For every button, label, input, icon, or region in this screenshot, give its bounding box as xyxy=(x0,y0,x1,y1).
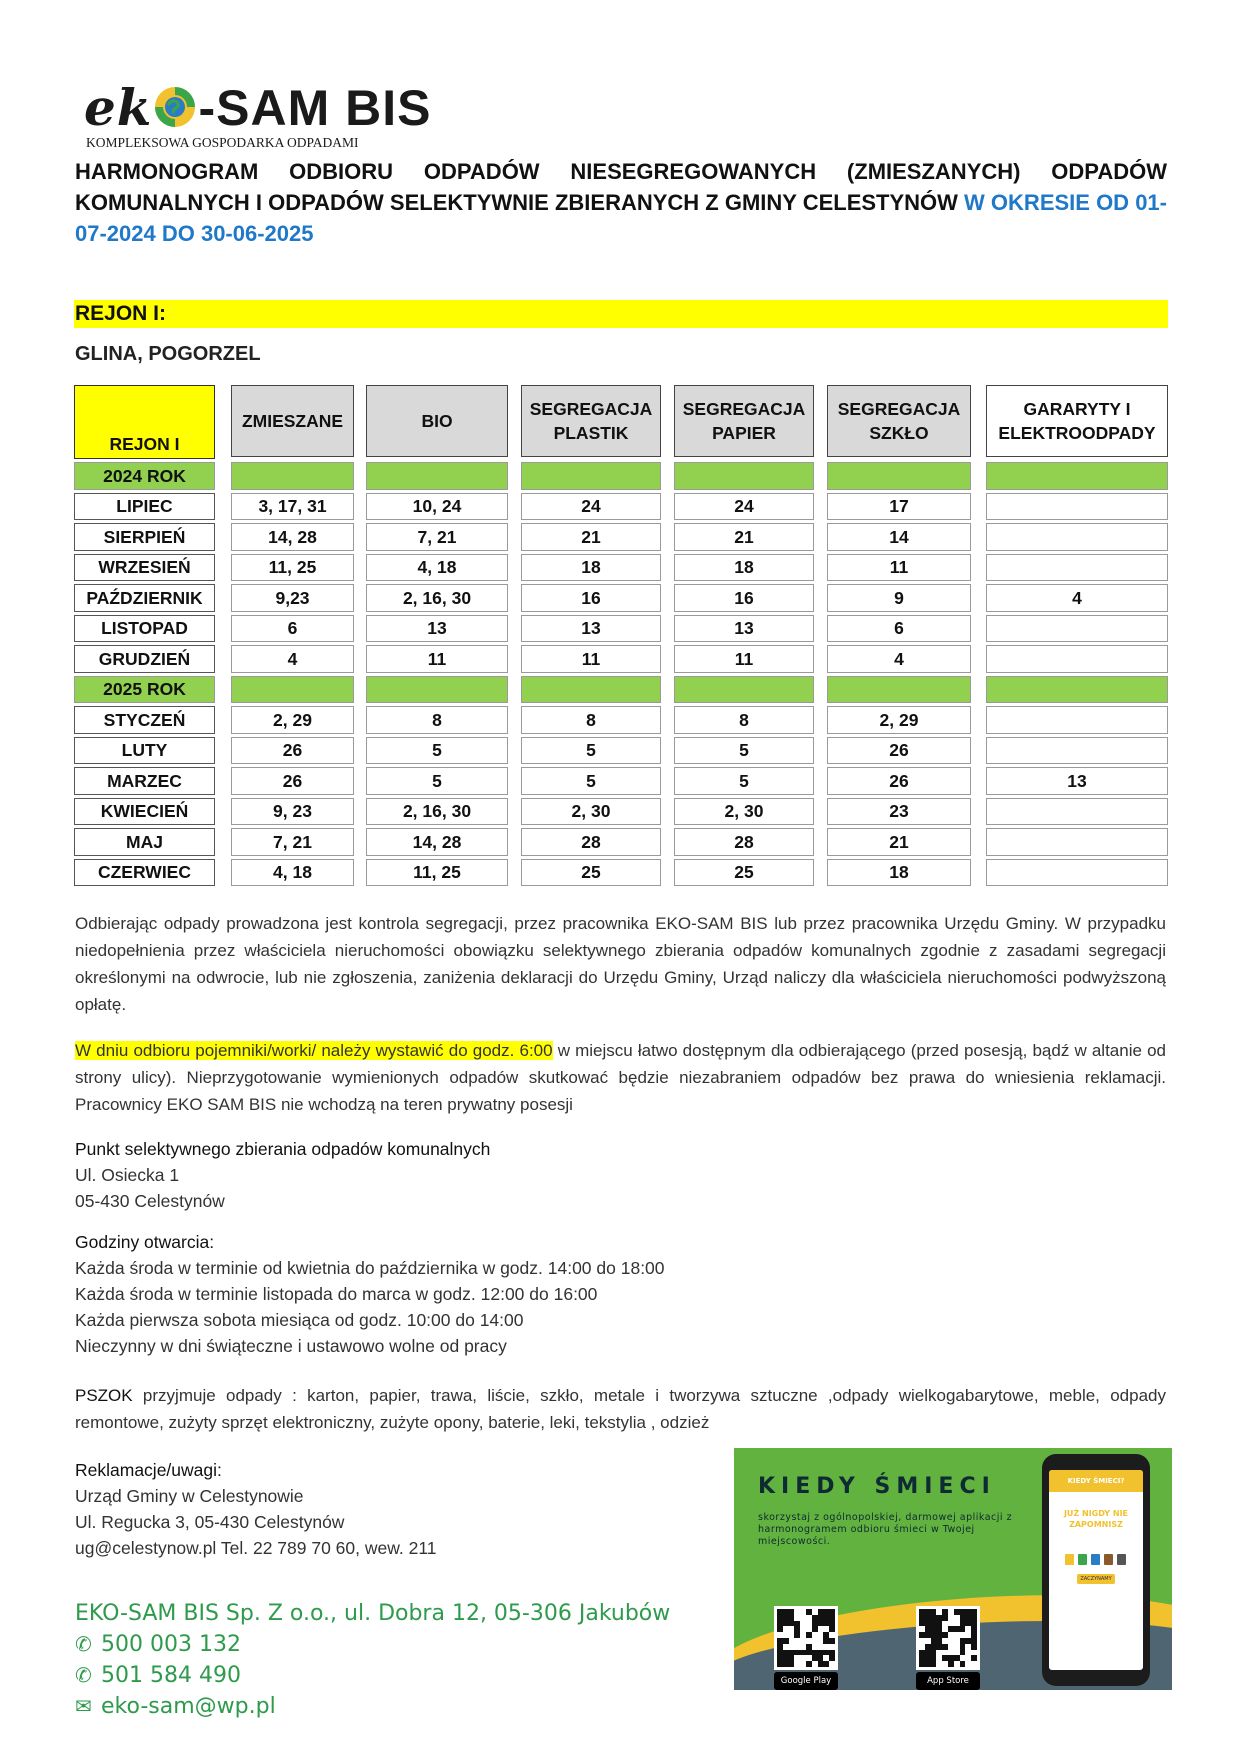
month-label: PAŹDZIERNIK xyxy=(74,584,215,612)
pszok-accepted-waste xyxy=(75,1382,1166,1436)
villages-label: GLINA, POGORZEL xyxy=(75,343,261,365)
year-row-fill xyxy=(986,462,1168,490)
recycle-globe-icon xyxy=(153,85,197,129)
complaints-line: ug@celestynow.pl Tel. 22 789 70 60, wew. 211 xyxy=(75,1538,437,1558)
google-play-badge[interactable] xyxy=(774,1672,838,1690)
schedule-date-cell: 8 xyxy=(366,706,508,734)
segregation-control-notice: Odbierając odpady prowadzona jest kontrola segregacji, przez pracownika EKO-SAM BIS lub przez pracownika Urzędu Gminy. W przypadku niedopełnienia przez właściciela nieruchomości obowiązku selektywnego zbierania odpadów komunalnych zgodnie z zasadami segregacji określonymi na odwrocie, lub nie zgłoszenia, zaniżenia deklaracji do Urzędu Gminy, Urząd naliczy dla właściciela nieruchomości podwyższoną opłatę. xyxy=(75,914,1166,1014)
schedule-date-cell: 7, 21 xyxy=(231,828,354,856)
qr-module xyxy=(806,1661,812,1667)
schedule-date-cell: 11, 25 xyxy=(366,859,508,887)
schedule-date-cell: 13 xyxy=(674,615,814,643)
month-label: LISTOPAD xyxy=(74,615,215,643)
qr-module xyxy=(942,1615,948,1621)
qr-module xyxy=(823,1661,829,1667)
schedule-date-cell xyxy=(986,645,1168,673)
schedule-date-cell xyxy=(986,615,1168,643)
month-label: WRZESIEŃ xyxy=(74,554,215,582)
schedule-date-cell: 7, 21 xyxy=(366,523,508,551)
schedule-date-cell: 11 xyxy=(827,554,971,582)
schedule-date-cell: 2, 30 xyxy=(521,798,661,826)
schedule-date-cell: 18 xyxy=(827,859,971,887)
month-label: GRUDZIEŃ xyxy=(74,645,215,673)
qr-module xyxy=(829,1655,835,1661)
schedule-table xyxy=(74,385,1168,891)
schedule-date-cell: 16 xyxy=(521,584,661,612)
schedule-date-cell: 14, 28 xyxy=(366,828,508,856)
schedule-date-cell: 11 xyxy=(366,645,508,673)
schedule-date-cell: 11 xyxy=(674,645,814,673)
bin-icon xyxy=(1104,1554,1113,1565)
qr-module xyxy=(829,1626,835,1632)
schedule-date-cell: 13 xyxy=(366,615,508,643)
schedule-date-cell: 13 xyxy=(521,615,661,643)
month-label: CZERWIEC xyxy=(74,859,215,887)
schedule-date-cell: 26 xyxy=(827,737,971,765)
bin-icon xyxy=(1091,1554,1100,1565)
pszok-street: Ul. Osiecka 1 xyxy=(75,1165,180,1185)
qr-module xyxy=(931,1661,937,1667)
schedule-date-cell: 8 xyxy=(521,706,661,734)
schedule-date-cell: 4 xyxy=(827,645,971,673)
year-row-fill xyxy=(521,462,661,490)
year-row-fill xyxy=(986,676,1168,704)
schedule-date-cell: 16 xyxy=(674,584,814,612)
year-row-fill xyxy=(366,676,508,704)
app-store-label: App Store xyxy=(927,1676,969,1686)
qr-module xyxy=(960,1626,966,1632)
schedule-date-cell: 4 xyxy=(231,645,354,673)
qr-module xyxy=(783,1638,789,1644)
bin-icon xyxy=(1117,1554,1126,1565)
complaints-line: Urząd Gminy w Celestynowie xyxy=(75,1486,304,1506)
schedule-date-cell: 25 xyxy=(521,859,661,887)
region-corner-header: REJON I xyxy=(74,385,215,459)
qr-module xyxy=(942,1644,948,1650)
footer-phone[interactable]: 501 584 490 xyxy=(101,1663,241,1688)
qr-module xyxy=(960,1661,966,1667)
qr-module xyxy=(960,1650,966,1656)
schedule-date-cell: 5 xyxy=(674,767,814,795)
schedule-date-cell: 9, 23 xyxy=(231,798,354,826)
screen-message: JUŻ NIGDY NIE ZAPOMNISZ xyxy=(1063,1509,1129,1529)
hours-line: Nieczynny w dni świąteczne i ustawowo wolne od pracy xyxy=(75,1336,507,1356)
year-row-label: 2024 ROK xyxy=(74,462,215,490)
schedule-date-cell: 8 xyxy=(674,706,814,734)
phone-icon: ✆ xyxy=(75,1632,92,1656)
region-highlight-bar xyxy=(74,300,1168,328)
schedule-date-cell: 17 xyxy=(827,493,971,521)
schedule-date-cell: 6 xyxy=(231,615,354,643)
phone-screen xyxy=(1049,1470,1143,1670)
schedule-date-cell xyxy=(986,523,1168,551)
bin-icon xyxy=(1078,1554,1087,1565)
column-header: SEGREGACJA SZKŁO xyxy=(827,385,971,457)
banner-title: KIEDY ŚMIECI xyxy=(758,1474,996,1499)
year-row-fill xyxy=(827,676,971,704)
qr-module xyxy=(777,1626,783,1632)
schedule-date-cell: 5 xyxy=(674,737,814,765)
schedule-date-cell xyxy=(986,828,1168,856)
schedule-date-cell: 26 xyxy=(827,767,971,795)
schedule-date-cell: 26 xyxy=(231,737,354,765)
column-header: SEGREGACJA PAPIER xyxy=(674,385,814,457)
complaints-title: Reklamacje/uwagi: xyxy=(75,1460,222,1480)
hours-line: Każda pierwsza sobota miesiąca od godz. 10:00 do 14:00 xyxy=(75,1310,524,1330)
year-row-fill xyxy=(674,676,814,704)
complaints-line: Ul. Regucka 3, 05-430 Celestynów xyxy=(75,1512,345,1532)
app-store-badge[interactable] xyxy=(916,1672,980,1690)
year-row-fill xyxy=(827,462,971,490)
schedule-date-cell: 4, 18 xyxy=(366,554,508,582)
schedule-date-cell: 14 xyxy=(827,523,971,551)
schedule-date-cell: 2, 30 xyxy=(674,798,814,826)
schedule-date-cell: 6 xyxy=(827,615,971,643)
phone-mockup xyxy=(1042,1454,1150,1686)
opening-hours xyxy=(75,1229,665,1359)
logo-brand-left: ek xyxy=(84,78,153,137)
schedule-date-cell: 11 xyxy=(521,645,661,673)
schedule-date-cell: 24 xyxy=(521,493,661,521)
column-header: SEGREGACJA PLASTIK xyxy=(521,385,661,457)
title-period: W OKRESIE OD 01-07-2024 DO 30-06-2025 xyxy=(75,190,1167,246)
year-row-fill xyxy=(231,676,354,704)
banner-description: skorzystaj z ogólnopolskiej, darmowej aplikacji z harmonogramem odbioru śmieci w Twojej miejscowości. xyxy=(758,1512,1013,1547)
schedule-date-cell xyxy=(986,493,1168,521)
schedule-date-cell: 5 xyxy=(366,737,508,765)
title-main: HARMONOGRAM ODBIORU ODPADÓW NIESEGREGOWANYCH (ZMIESZANYCH) ODPADÓW KOMUNALNYCH I ODPADÓW SELEKTYWNIE ZBIERANYCH Z GMINY CELESTYNÓW xyxy=(75,159,1167,215)
page-title xyxy=(75,156,1167,249)
year-row-fill xyxy=(231,462,354,490)
hours-line: Każda środa w terminie listopada do marca w godz. 12:00 do 16:00 xyxy=(75,1284,598,1304)
schedule-date-cell: 18 xyxy=(521,554,661,582)
month-label: KWIECIEŃ xyxy=(74,798,215,826)
schedule-date-cell xyxy=(986,706,1168,734)
app-promo-banner xyxy=(734,1448,1172,1690)
schedule-date-cell: 9 xyxy=(827,584,971,612)
schedule-date-cell: 3, 17, 31 xyxy=(231,493,354,521)
month-label: LUTY xyxy=(74,737,215,765)
qr-module xyxy=(812,1626,818,1632)
complaints-contact xyxy=(75,1457,437,1561)
column-header: BIO xyxy=(366,385,508,457)
app-store-qr-code xyxy=(916,1606,980,1670)
qr-module xyxy=(829,1638,835,1644)
logo-subtitle: KOMPLEKSOWA GOSPODARKA ODPADAMI xyxy=(86,135,359,150)
pickup-notice xyxy=(75,1037,1166,1118)
phone-icon: ✆ xyxy=(75,1663,92,1687)
month-label: SIERPIEŃ xyxy=(74,523,215,551)
footer-phone[interactable]: 500 003 132 xyxy=(101,1632,241,1657)
qr-module xyxy=(794,1632,800,1638)
screen-start-button: ZACZYNAMY xyxy=(1077,1574,1115,1584)
footer-contact xyxy=(75,1598,670,1722)
region-label: REJON I: xyxy=(75,302,167,325)
schedule-date-cell: 24 xyxy=(674,493,814,521)
schedule-date-cell: 2, 29 xyxy=(231,706,354,734)
schedule-date-cell: 18 xyxy=(674,554,814,582)
schedule-date-cell: 9,23 xyxy=(231,584,354,612)
schedule-date-cell: 5 xyxy=(521,767,661,795)
logo-brand-right: -SAM BIS xyxy=(198,80,432,136)
year-row-fill xyxy=(521,676,661,704)
schedule-date-cell xyxy=(986,859,1168,887)
schedule-date-cell: 4, 18 xyxy=(231,859,354,887)
schedule-date-cell: 26 xyxy=(231,767,354,795)
column-header: ZMIESZANE xyxy=(231,385,354,457)
schedule-date-cell: 13 xyxy=(986,767,1168,795)
opening-hours-title: Godziny otwarcia: xyxy=(75,1232,215,1252)
qr-module xyxy=(971,1644,977,1650)
qr-module xyxy=(789,1661,795,1667)
schedule-date-cell: 11, 25 xyxy=(231,554,354,582)
company-logo xyxy=(84,78,432,152)
envelope-icon: ✉ xyxy=(75,1694,92,1718)
footer-email[interactable]: eko-sam@wp.pl xyxy=(101,1694,276,1719)
qr-module xyxy=(948,1661,954,1667)
schedule-date-cell: 5 xyxy=(366,767,508,795)
month-label: LIPIEC xyxy=(74,493,215,521)
schedule-date-cell: 5 xyxy=(521,737,661,765)
schedule-date-cell: 4 xyxy=(986,584,1168,612)
schedule-date-cell: 2, 16, 30 xyxy=(366,798,508,826)
schedule-date-cell: 21 xyxy=(674,523,814,551)
schedule-date-cell: 25 xyxy=(674,859,814,887)
pszok-city: 05-430 Celestynów xyxy=(75,1191,225,1211)
screen-header: KIEDY ŚMIECI? xyxy=(1049,1470,1143,1492)
schedule-date-cell: 2, 29 xyxy=(827,706,971,734)
pszok-accepted-list: przyjmuje odpady : karton, papier, trawa, liście, szkło, metale i tworzywa sztuczne ,odpady wielkogabarytowe, meble, odpady remontowe, zużyty sprzęt elektroniczny, zużyte opony, baterie, leki, tekstylia , odzież xyxy=(75,1386,1166,1432)
pszok-label: PSZOK xyxy=(75,1386,133,1405)
schedule-date-cell: 10, 24 xyxy=(366,493,508,521)
schedule-date-cell: 28 xyxy=(521,828,661,856)
year-row-fill xyxy=(366,462,508,490)
year-row-label: 2025 ROK xyxy=(74,676,215,704)
schedule-date-cell: 21 xyxy=(827,828,971,856)
pszok-point-title: Punkt selektywnego zbierania odpadów komunalnych xyxy=(75,1139,491,1159)
year-row-fill xyxy=(674,462,814,490)
hours-line: Każda środa w terminie od kwietnia do października w godz. 14:00 do 18:00 xyxy=(75,1258,665,1278)
google-play-qr-code xyxy=(774,1606,838,1670)
bin-icon xyxy=(1065,1554,1074,1565)
google-play-label: Google Play xyxy=(780,1676,832,1686)
pickup-notice-rest: w miejscu łatwo dostępnym dla odbierającego (przed posesją, bądź w altanie od strony ulicy). Nieprzygotowanie wymienionych odpadów skutkować będzie niezabraniem odpadów bez prawa do wniesienia reklamacji. Pracownicy EKO SAM BIS nie wchodzą na teren prywatny posesji xyxy=(75,1041,1166,1114)
schedule-date-cell: 2, 16, 30 xyxy=(366,584,508,612)
qr-module xyxy=(806,1632,812,1638)
qr-module xyxy=(971,1655,977,1661)
schedule-date-cell: 21 xyxy=(521,523,661,551)
month-label: MAJ xyxy=(74,828,215,856)
qr-module xyxy=(942,1632,948,1638)
schedule-date-cell: 23 xyxy=(827,798,971,826)
schedule-date-cell xyxy=(986,737,1168,765)
month-label: MARZEC xyxy=(74,767,215,795)
pszok-point xyxy=(75,1136,490,1214)
schedule-date-cell xyxy=(986,554,1168,582)
schedule-date-cell xyxy=(986,798,1168,826)
month-label: STYCZEŃ xyxy=(74,706,215,734)
schedule-date-cell: 14, 28 xyxy=(231,523,354,551)
column-header: GARARYTY I ELEKTROODPADY xyxy=(986,385,1168,457)
pickup-time-highlight: W dniu odbioru pojemniki/worki/ należy wystawić do godz. 6:00 xyxy=(75,1041,553,1060)
schedule-date-cell: 28 xyxy=(674,828,814,856)
footer-company: EKO-SAM BIS Sp. Z o.o., ul. Dobra 12, 05-306 Jakubów xyxy=(75,1601,671,1626)
